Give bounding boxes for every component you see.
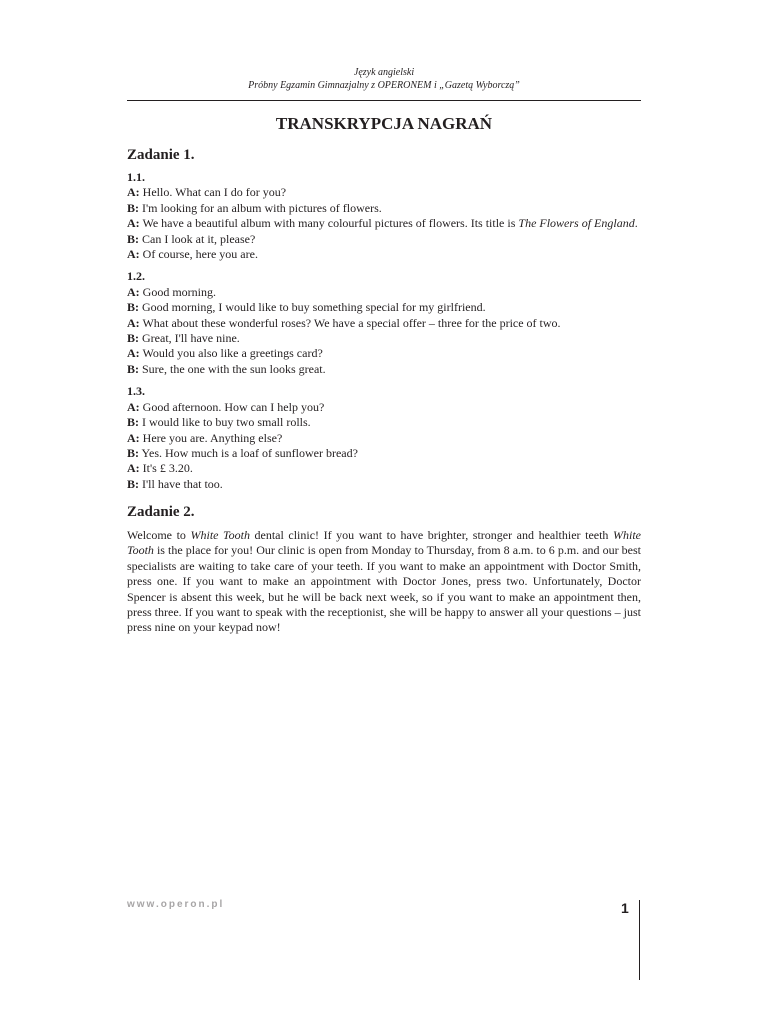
line-text: Hello. What can I do for you?: [139, 185, 287, 200]
document-title: TRANSKRYPCJA NAGRAŃ: [275, 114, 493, 133]
footer-website: www.operon.pl: [127, 899, 225, 910]
line-text: I'm looking for an album with pictures of flowers.: [139, 200, 382, 215]
dialog-line: [127, 446, 647, 461]
dialog-line: [127, 185, 647, 200]
paragraph-text: is the place for you! Our clinic is open from Monday to Thursday, from 8 a.m. to 6 p.m. and our best specialists are waiting to take care of your teeth. If you want to make an appointment with Doctor Smith, press one. If you want to make an appointment with Doctor Jones, press two. Unfortunately, Doctor Spencer is absent this week, but he will be back next week, so if you want to make an appointment then, press three. If you want to speak with the receptionist, she will be happy to answer all your questions – just press nine on your keypad now!: [127, 543, 641, 635]
dialog-1-3: [127, 384, 647, 492]
line-text-end: .: [634, 216, 638, 231]
dialog-line: [127, 461, 647, 476]
speaker-label: A:: [127, 315, 140, 330]
speaker-label: B:: [127, 231, 139, 246]
header-divider: [127, 100, 641, 101]
paragraph-text: dental clinic! If you want to have brighter, stronger and healthier teeth: [249, 528, 613, 542]
speaker-label: B:: [127, 200, 139, 215]
line-text: Sure, the one with the sun looks great.: [139, 361, 326, 376]
clinic-name: White Tooth: [190, 528, 250, 542]
page-number: 1: [621, 900, 629, 916]
speaker-label: B:: [127, 300, 139, 315]
task2-heading: Zadanie 2.: [127, 504, 195, 520]
line-text: Here you are. Anything else?: [139, 430, 283, 445]
line-text: Good afternoon. How can I help you?: [139, 399, 325, 414]
task1-dialogs: [127, 170, 647, 499]
line-text: Can I look at it, please?: [139, 231, 256, 246]
task2-paragraph: [127, 528, 641, 636]
dialog-line: [127, 477, 647, 492]
speaker-label: B:: [127, 331, 139, 346]
footer-divider: [639, 900, 640, 980]
line-text: I would like to buy two small rolls.: [139, 415, 311, 430]
speaker-label: B:: [127, 445, 139, 460]
paragraph-text: Welcome to: [127, 528, 191, 542]
dialog-line: [127, 300, 647, 315]
dialog-number: 1.2.: [127, 269, 145, 284]
line-text: What about these wonderful roses? We have a special offer – three for the price of two.: [139, 315, 561, 330]
speaker-label: B:: [127, 361, 139, 376]
dialog-line: [127, 247, 647, 262]
dialog-1-1: [127, 170, 647, 262]
line-text: Would you also like a greetings card?: [139, 346, 323, 361]
dialog-line: [127, 201, 647, 216]
line-text: Good morning.: [139, 284, 217, 299]
dialog-line: [127, 216, 647, 231]
header-subject: Język angielski: [353, 67, 415, 78]
speaker-label: B:: [127, 476, 139, 491]
speaker-label: A:: [127, 430, 140, 445]
speaker-label: A:: [127, 185, 140, 200]
speaker-label: B:: [127, 415, 139, 430]
dialog-line: [127, 232, 647, 247]
dialog-line: [127, 415, 647, 430]
dialog-line: [127, 316, 647, 331]
speaker-label: A:: [127, 346, 140, 361]
speaker-label: A:: [127, 461, 140, 476]
line-text: Great, I'll have nine.: [139, 331, 240, 346]
dialog-number: 1.1.: [127, 170, 145, 184]
line-text: We have a beautiful album with many colourful pictures of flowers. Its title is: [139, 216, 519, 231]
speaker-label: A:: [127, 284, 140, 299]
line-text: It's £ 3.20.: [139, 461, 193, 476]
header-exam-name: Próbny Egzamin Gimnazjalny z OPERONEM i „Gazetą Wyborczą”: [248, 80, 520, 91]
line-text: Of course, here you are.: [139, 247, 258, 262]
task1-heading: Zadanie 1.: [127, 147, 195, 163]
dialog-line: [127, 400, 647, 415]
speaker-label: A:: [127, 216, 140, 231]
clinic-name: White Tooth: [127, 528, 641, 558]
line-text: I'll have that too.: [139, 476, 223, 491]
speaker-label: A:: [127, 399, 140, 414]
dialog-line: [127, 346, 647, 361]
line-text: Yes. How much is a loaf of sunflower bread?: [139, 445, 358, 460]
dialog-line: [127, 331, 647, 346]
dialog-line: [127, 362, 647, 377]
speaker-label: A:: [127, 247, 140, 262]
album-title: The Flowers of England: [518, 216, 635, 231]
dialog-1-2: [127, 269, 647, 377]
dialog-line: [127, 431, 647, 446]
line-text: Good morning, I would like to buy something special for my girlfriend.: [139, 300, 486, 315]
dialog-line: [127, 285, 647, 300]
dialog-number: 1.3.: [127, 384, 145, 399]
page-header: [127, 66, 641, 92]
